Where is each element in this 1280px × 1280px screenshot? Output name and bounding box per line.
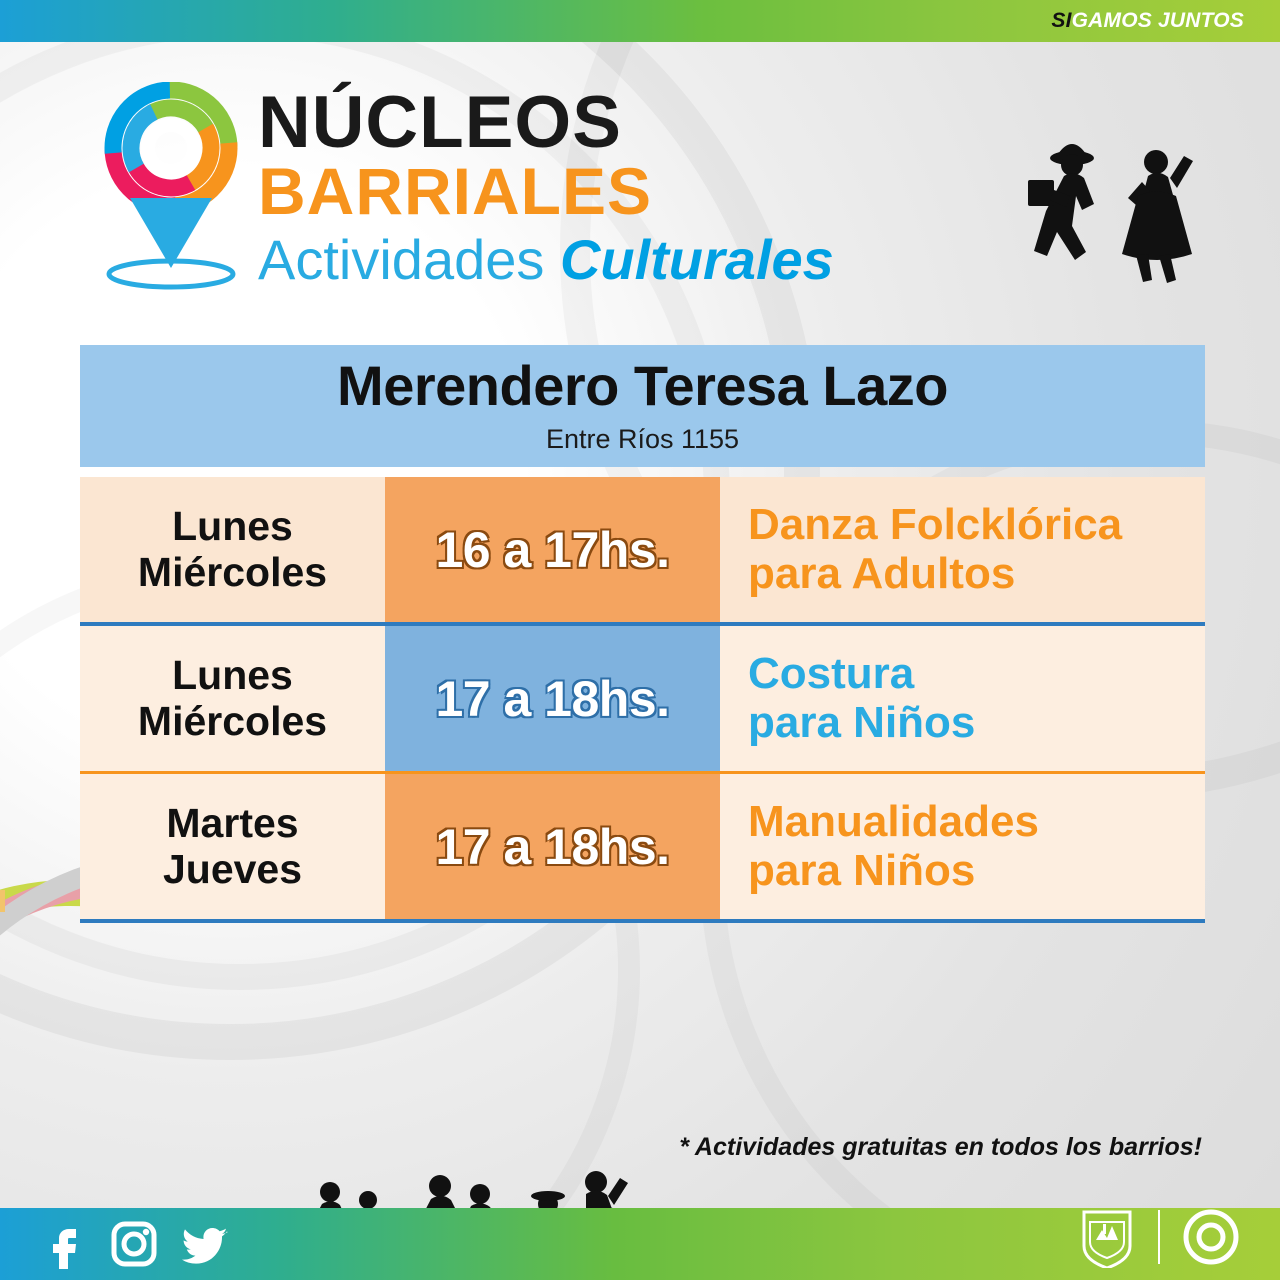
row-activity-line2: para Niños bbox=[748, 845, 976, 895]
table-row bbox=[80, 626, 1205, 771]
venue-address: Entre Ríos 1155 bbox=[545, 423, 740, 454]
row-days bbox=[80, 626, 385, 771]
row-activity-line1: Danza Folcklórica bbox=[748, 500, 1123, 550]
nucleos-barriales-logo bbox=[86, 82, 256, 297]
nucleos-ring-seal bbox=[1180, 1206, 1242, 1268]
schedule-table bbox=[80, 477, 1205, 923]
brand-subtitle bbox=[258, 228, 834, 292]
row-time: 17 a 18hs. bbox=[385, 626, 720, 771]
row-activity-line1: Manualidades bbox=[748, 797, 1039, 847]
row-day-line1: Martes bbox=[166, 799, 299, 846]
venue-name: Merendero Teresa Lazo bbox=[337, 353, 948, 417]
row-activity bbox=[720, 626, 1205, 771]
row-time: 17 a 18hs. bbox=[385, 774, 720, 919]
institutional-seals bbox=[1076, 1206, 1242, 1268]
topbar-slogan-prefix: SI bbox=[1051, 9, 1072, 32]
row-divider bbox=[80, 919, 1205, 923]
row-day-line2: Miércoles bbox=[137, 697, 328, 744]
row-activity-line1: Costura bbox=[748, 649, 915, 699]
topbar-slogan bbox=[1051, 9, 1280, 33]
row-days bbox=[80, 477, 385, 622]
row-day-line1: Lunes bbox=[172, 502, 293, 549]
row-day-line1: Lunes bbox=[172, 651, 293, 698]
row-day-line2: Jueves bbox=[162, 845, 303, 892]
brand-title-line1: NÚCLEOS bbox=[258, 82, 622, 163]
twitter-icon[interactable] bbox=[178, 1218, 232, 1270]
table-row bbox=[80, 477, 1205, 622]
row-activity bbox=[720, 774, 1205, 919]
seal-divider bbox=[1158, 1210, 1160, 1264]
brand-subtitle-bold: Culturales bbox=[559, 228, 834, 292]
row-activity bbox=[720, 477, 1205, 622]
poster-header bbox=[0, 60, 1280, 320]
municipal-crest-seal bbox=[1076, 1206, 1138, 1268]
row-activity-line2: para Niños bbox=[748, 697, 976, 747]
brand-text bbox=[258, 82, 834, 292]
folk-dancers-icon bbox=[1010, 120, 1200, 310]
table-row bbox=[80, 774, 1205, 919]
brand-subtitle-regular: Actividades bbox=[258, 228, 560, 292]
venue-banner bbox=[80, 345, 1205, 467]
instagram-icon[interactable] bbox=[108, 1218, 160, 1270]
footnote-text: * Actividades gratuitas en todos los barrios! bbox=[679, 1133, 1202, 1161]
row-day-line2: Miércoles bbox=[137, 548, 328, 595]
row-days bbox=[80, 774, 385, 919]
topbar-slogan-rest: GAMOS JUNTOS bbox=[1071, 9, 1244, 32]
brand-title-line2: BARRIALES bbox=[258, 154, 653, 229]
facebook-icon[interactable] bbox=[38, 1218, 90, 1270]
social-links bbox=[38, 1218, 232, 1270]
top-brand-bar bbox=[0, 0, 1280, 42]
row-time: 16 a 17hs. bbox=[385, 477, 720, 622]
row-activity-line2: para Adultos bbox=[748, 548, 1016, 598]
